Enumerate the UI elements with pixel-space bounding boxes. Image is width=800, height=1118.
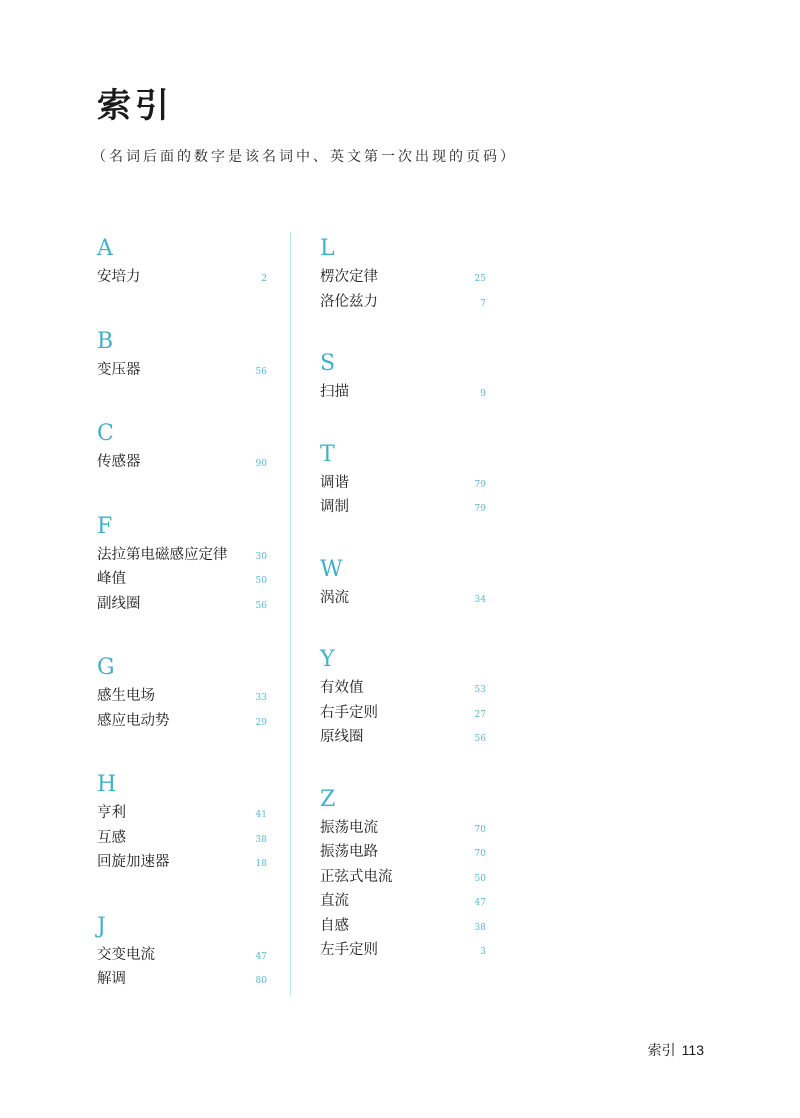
index-page-number: 18 [255,859,267,869]
index-entry [320,865,486,890]
index-group-a [97,232,267,290]
index-entry [97,826,267,851]
index-page-number: 79 [474,479,486,490]
index-entry [320,265,486,290]
index-term: 感生电场 [97,688,155,704]
index-entry [320,816,486,841]
index-page-number: 50 [474,873,486,884]
index-column-right [320,232,486,963]
index-page-number: 56 [255,366,267,377]
index-page-number: 9 [480,389,486,399]
index-page-number: 47 [474,898,486,908]
index-entry [320,471,486,496]
index-term: 涡流 [320,589,349,606]
index-entry [320,701,486,726]
index-page-number: 30 [255,551,267,562]
index-term: 解调 [97,971,126,987]
index-term: 交变电流 [97,946,155,963]
index-term: 调谐 [320,474,349,491]
index-entry [97,801,267,826]
index-page-number: 70 [474,849,486,859]
index-entry [320,495,486,520]
index-page-number: 90 [255,459,267,469]
index-page-number: 70 [474,824,486,835]
column-divider [290,232,291,996]
section-letter: W [320,556,343,582]
index-term: 原线圈 [320,729,364,745]
index-group-y [320,643,486,750]
index-page-number: 41 [255,810,267,820]
index-column-left [97,232,267,992]
index-entry [97,358,267,383]
index-group-g [97,651,267,733]
index-group-j [97,910,267,992]
index-group-z [320,783,486,963]
index-term: 洛伦兹力 [320,293,378,310]
index-term: 亨利 [97,805,126,821]
index-page-number: 53 [474,685,486,695]
index-term: 回旋加速器 [97,854,170,870]
index-entry [97,450,267,475]
index-group-c [97,417,267,475]
index-entry [320,380,486,405]
index-term: 感应电动势 [97,712,170,729]
index-term: 扫描 [320,384,349,400]
index-page-number: 33 [255,693,267,703]
section-letter: J [97,913,106,939]
index-page-number: 56 [255,600,267,611]
index-term: 直流 [320,893,349,909]
index-group-f [97,510,267,617]
index-page-number: 79 [474,504,486,514]
index-term: 自感 [320,917,349,934]
section-letter: F [97,513,113,539]
index-group-s [320,347,486,405]
section-letter: T [320,441,335,467]
index-entry [97,567,267,592]
index-entry [97,967,267,992]
index-term: 振荡电路 [320,844,378,860]
index-group-h [97,768,267,875]
index-page-number: 3 [480,947,486,957]
index-page-number: 50 [255,576,267,586]
index-entry [97,265,267,290]
section-letter: S [320,351,336,376]
index-term: 正弦式电流 [320,868,393,885]
section-letter: A [97,236,113,261]
index-term: 振荡电流 [320,819,378,836]
section-letter: B [97,328,114,354]
index-term: 峰值 [97,571,126,587]
index-entry [97,850,267,875]
index-term: 右手定则 [320,704,378,721]
page-title: 索引 [97,86,173,126]
index-term: 副线圈 [97,595,141,612]
index-term: 变压器 [97,361,141,378]
index-entry [320,914,486,939]
index-page-number: 29 [255,717,267,728]
index-entry [320,938,486,963]
index-entry [320,290,486,315]
index-term: 互感 [97,829,126,846]
index-page-number: 2 [261,274,267,284]
index-term: 有效值 [320,680,364,696]
index-term: 传感器 [97,454,141,470]
index-group-b [97,325,267,383]
index-page-number: 38 [255,834,267,845]
index-group-l [320,232,486,314]
page-footer [648,1040,704,1060]
index-entry [97,592,267,617]
index-entry [97,543,267,568]
page-number: 113 [681,1042,704,1058]
index-page-number: 34 [474,594,486,605]
index-entry [97,943,267,968]
footer-label: 索引 [647,1043,676,1059]
index-term: 法拉第电磁感应定律 [97,546,228,563]
section-letter: G [97,655,115,680]
index-term: 左手定则 [320,942,378,958]
index-entry [320,586,486,611]
index-term: 楞次定律 [320,269,378,285]
index-page-number: 25 [474,274,486,284]
index-entry [320,840,486,865]
index-page-number: 38 [474,922,486,933]
index-entry [97,709,267,734]
section-letter: Z [320,786,336,812]
index-page-number: 27 [474,709,486,720]
index-entry [320,889,486,914]
index-group-w [320,553,486,611]
index-note: （名词后面的数字是该名词中、英文第一次出现的页码） [92,149,517,165]
section-letter: L [320,236,335,261]
index-entry [320,725,486,750]
index-page-number: 7 [480,298,486,309]
index-term: 调制 [320,499,349,515]
index-entry [320,676,486,701]
index-entry [97,684,267,709]
index-page-number: 80 [255,976,267,986]
section-letter: Y [320,647,335,672]
index-term: 安培力 [97,269,141,285]
index-page-number: 56 [474,734,486,744]
section-letter: H [97,772,117,797]
index-page-number: 47 [255,951,267,962]
index-group-t [320,438,486,520]
section-letter: C [97,421,114,446]
